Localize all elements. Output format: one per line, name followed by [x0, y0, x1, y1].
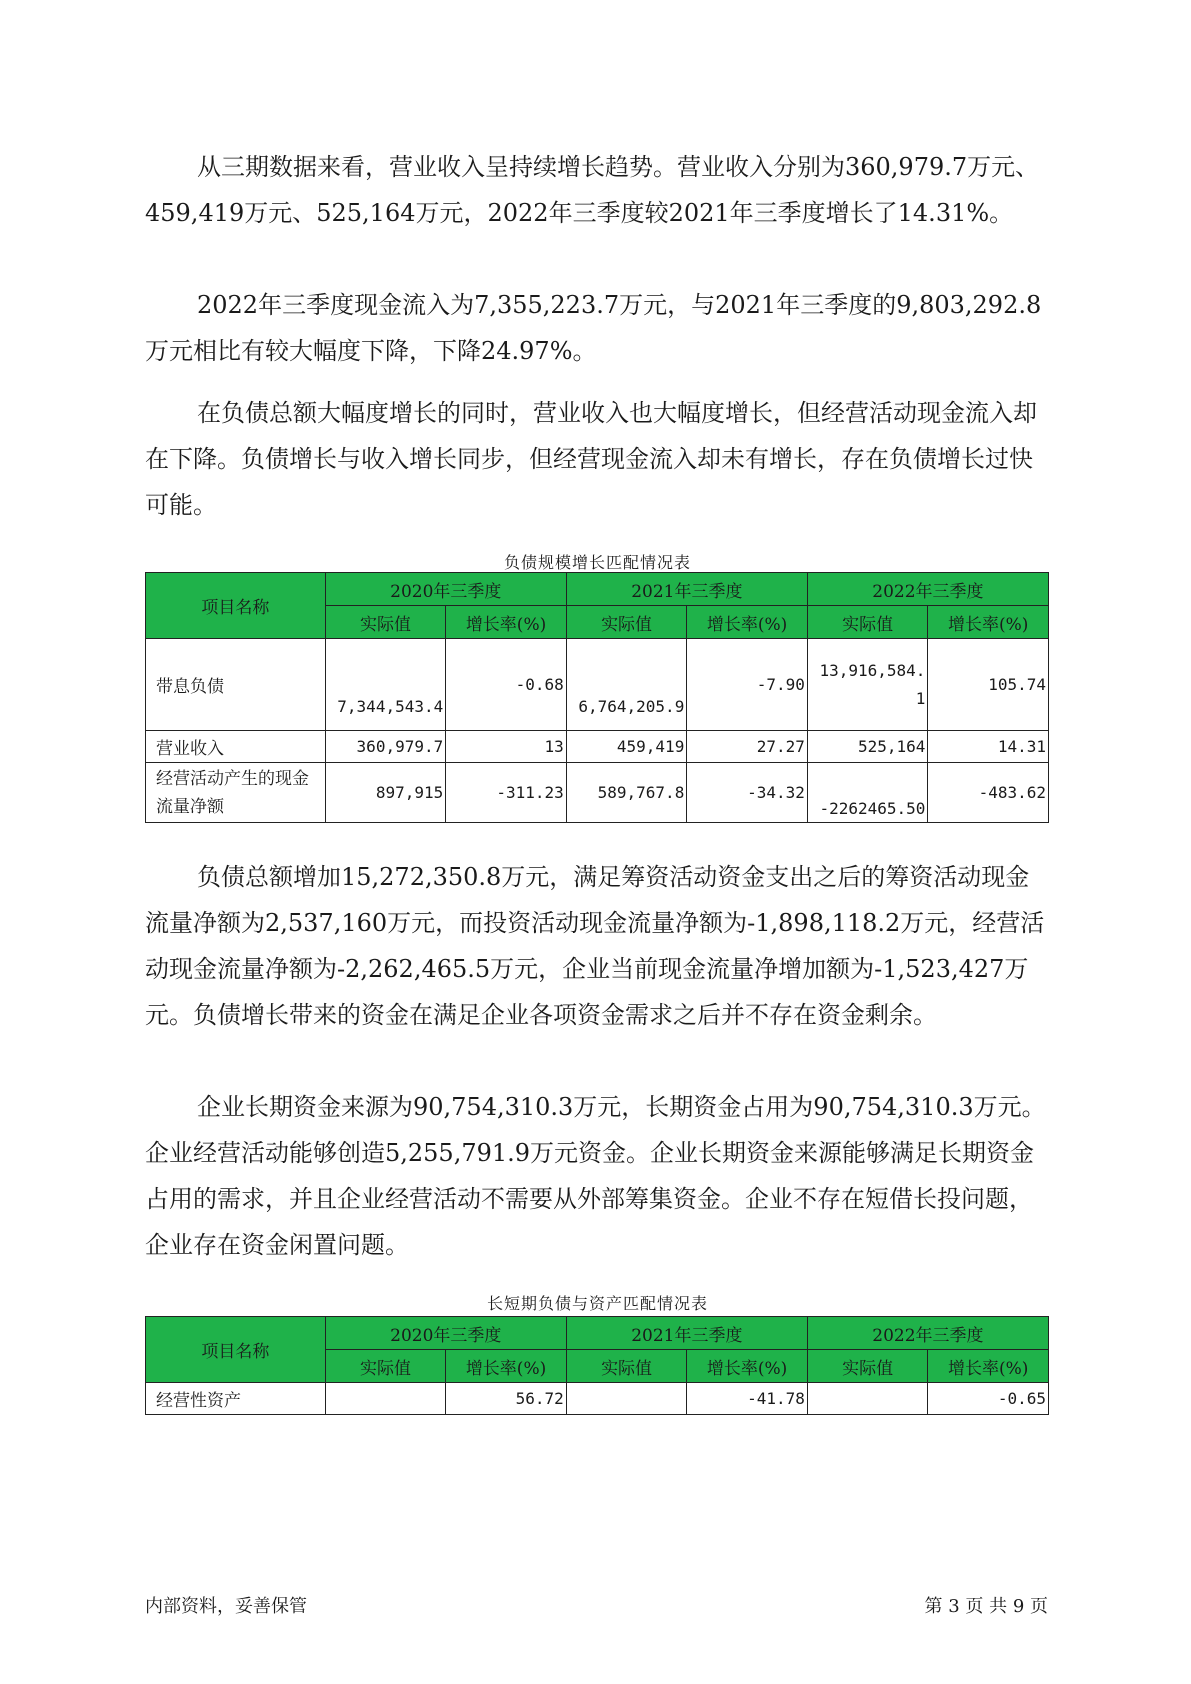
header-growth: 增长率(%)	[446, 1350, 567, 1383]
cell-value	[566, 1383, 687, 1415]
cell-value: 589,767.8	[566, 763, 687, 823]
cell-value: 27.27	[687, 731, 808, 763]
header-period-2022: 2022年三季度	[807, 573, 1048, 606]
cell-value: -7.90	[687, 639, 808, 731]
cell-value: -483.62	[928, 763, 1049, 823]
footer-confidential-note: 内部资料，妥善保管	[145, 1596, 307, 1616]
paragraph-debt-growth: 在负债总额大幅度增长的同时，营业收入也大幅度增长，但经营活动现金流入却在下降。负债增长与收入增长同步，但经营现金流入却未有增长，存在负债增长过快可能。	[145, 399, 1037, 519]
cell-value: -2262465.50	[807, 763, 928, 823]
row-name: 经营性资产	[146, 1383, 326, 1415]
table-row	[146, 763, 1049, 823]
paragraph-revenue: 从三期数据来看，营业收入呈持续增长趋势。营业收入分别为360,979.7万元、459,419万元、525,164万元，2022年三季度较2021年三季度增长了14.31%。	[145, 153, 1040, 227]
header-actual: 实际值	[807, 606, 928, 639]
header-period-2020: 2020年三季度	[325, 1317, 566, 1350]
paragraph-cash-inflow: 2022年三季度现金流入为7,355,223.7万元，与2021年三季度的9,803,292.8万元相比有较大幅度下降，下降24.97%。	[145, 291, 1042, 365]
header-period-2020: 2020年三季度	[325, 573, 566, 606]
cell-value: -311.23	[446, 763, 567, 823]
header-item-name: 项目名称	[146, 1317, 326, 1383]
cell-value: 6,764,205.9	[566, 639, 687, 731]
header-actual: 实际值	[566, 606, 687, 639]
debt-growth-table	[145, 572, 1049, 823]
row-name: 营业收入	[146, 731, 326, 763]
cell-value: 13	[446, 731, 567, 763]
header-actual: 实际值	[566, 1350, 687, 1383]
cell-value: 459,419	[566, 731, 687, 763]
table1-caption: 负债规模增长匹配情况表	[503, 553, 691, 572]
cell-value: -0.68	[446, 639, 567, 731]
row-name: 带息负债	[146, 639, 326, 731]
header-growth: 增长率(%)	[687, 606, 808, 639]
cell-value: 13,916,584.1	[807, 639, 928, 731]
header-period-2021: 2021年三季度	[566, 573, 807, 606]
cell-value: 14.31	[928, 731, 1049, 763]
header-growth: 增长率(%)	[928, 606, 1049, 639]
cell-value: 360,979.7	[325, 731, 446, 763]
table-row	[146, 639, 1049, 731]
table-row	[146, 731, 1049, 763]
cell-value: 56.72	[446, 1383, 567, 1415]
row-name: 经营活动产生的现金流量净额	[146, 763, 326, 823]
cell-value: 897,915	[325, 763, 446, 823]
header-actual: 实际值	[807, 1350, 928, 1383]
header-actual: 实际值	[325, 1350, 446, 1383]
table2-caption: 长短期负债与资产匹配情况表	[486, 1294, 708, 1313]
cell-value: 525,164	[807, 731, 928, 763]
paragraph-financing: 负债总额增加15,272,350.8万元，满足筹资活动资金支出之后的筹资活动现金流量净额为2,537,160万元，而投资活动现金流量净额为-1,898,118.2万元，经营活动现金流量净额为-2,262,465.5万元，企业当前现金流量净增加额为-1,523,427万元。负债增长带来的资金在满足企业各项资金需求之后并不存在资金剩余。	[145, 863, 1045, 1029]
liability-asset-table	[145, 1316, 1049, 1415]
cell-value: 7,344,543.4	[325, 639, 446, 731]
footer-page-number: 第 3 页 共 9 页	[924, 1596, 1048, 1617]
header-growth: 增长率(%)	[687, 1350, 808, 1383]
cell-value	[325, 1383, 446, 1415]
cell-value: 105.74	[928, 639, 1049, 731]
cell-value: -0.65	[928, 1383, 1049, 1415]
header-actual: 实际值	[325, 606, 446, 639]
header-growth: 增长率(%)	[446, 606, 567, 639]
header-period-2022: 2022年三季度	[807, 1317, 1048, 1350]
cell-value: -41.78	[687, 1383, 808, 1415]
header-item-name: 项目名称	[146, 573, 326, 639]
cell-value: -34.32	[687, 763, 808, 823]
header-period-2021: 2021年三季度	[566, 1317, 807, 1350]
cell-value	[807, 1383, 928, 1415]
table-row	[146, 1383, 1049, 1415]
paragraph-long-term-funds: 企业长期资金来源为90,754,310.3万元，长期资金占用为90,754,310.3万元。企业经营活动能够创造5,255,791.9万元资金。企业长期资金来源能够满足长期资金占用的需求，并且企业经营活动不需要从外部筹集资金。企业不存在短借长投问题，企业存在资金闲置问题。	[145, 1093, 1046, 1259]
header-growth: 增长率(%)	[928, 1350, 1049, 1383]
